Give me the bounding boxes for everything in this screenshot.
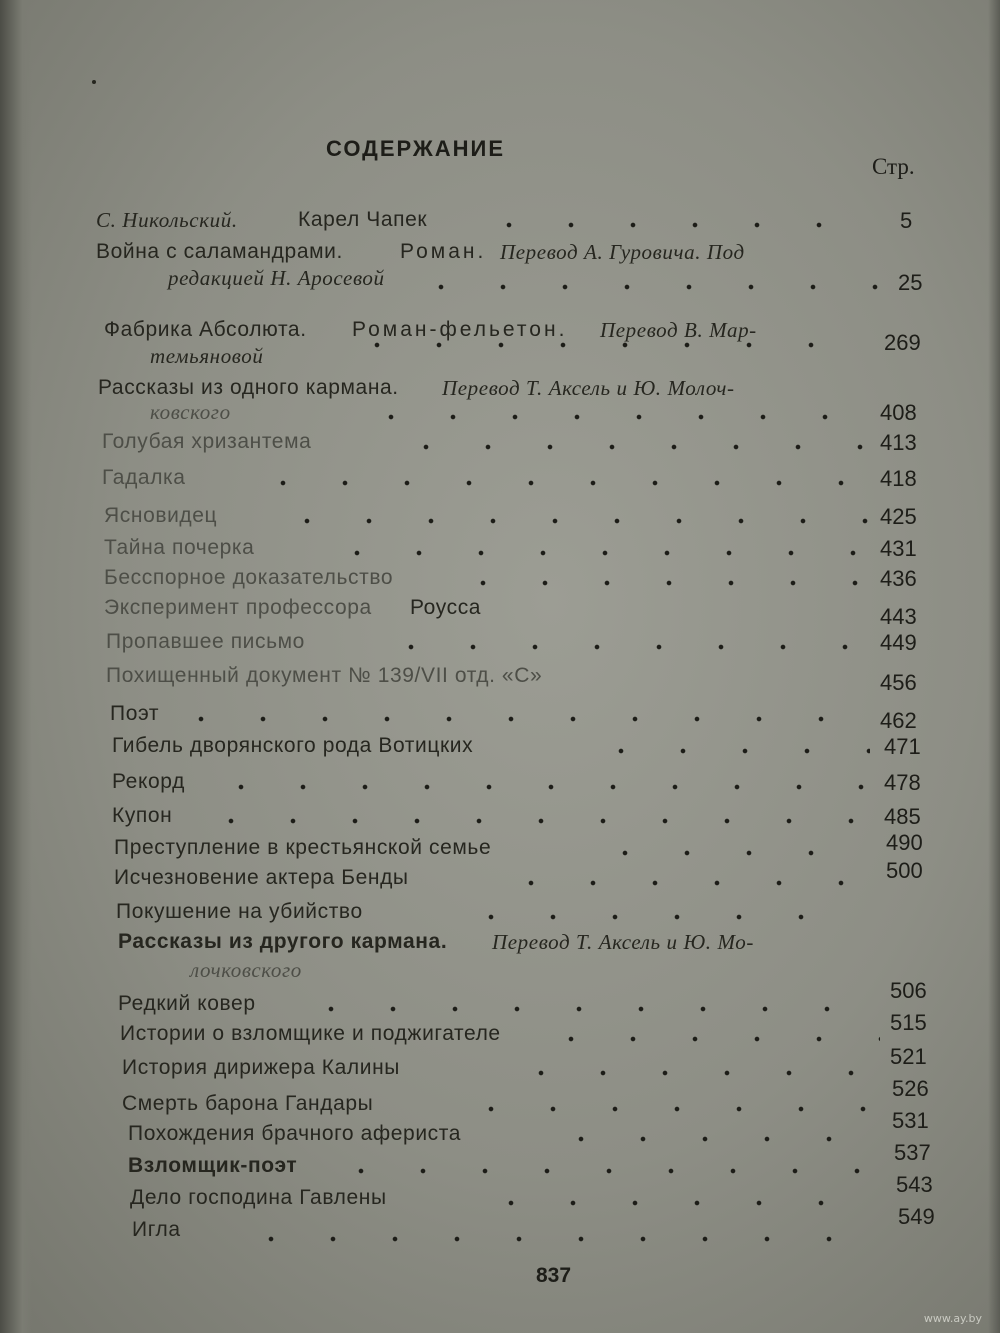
entry-page: 531 [892,1108,929,1133]
leader-dots [478,222,858,228]
entry-page: 436 [880,566,917,591]
leader-dots [395,444,865,450]
toc-entry [0,536,1000,570]
entry-page: 543 [896,1172,933,1197]
leader-dots [326,550,876,556]
leader-dots [210,784,870,790]
leader-dots [200,818,870,824]
entry-translator: Перевод В. Мар- [600,318,757,342]
entry-title: Истории о взломщике и поджигателе [120,1022,501,1045]
entry-translator: редакцией Н. Аросевой [168,266,385,290]
toc-entry [0,596,1000,630]
contents-title: СОДЕРЖАНИЕ [326,136,506,161]
entry-page: 431 [880,536,917,561]
entry-title: Похищенный документ № 139/VII отд. «С» [106,664,543,687]
entry-translator: Перевод Т. Аксель и Ю. Молоч- [442,376,735,400]
entry-translator: лочковского [190,958,302,982]
watermark: www.ay.by [923,1312,982,1325]
entry-title: Преступление в крестьянской семье [114,836,492,859]
entry-title: Покушение на убийство [116,900,363,923]
toc-entry [0,400,1000,434]
entry-title: Дело господина Гавлены [130,1186,387,1209]
leader-dots [240,1236,880,1242]
leader-dots [590,748,870,754]
leader-dots [252,480,872,486]
toc-entry [0,208,1000,242]
toc-entry [0,978,1000,1026]
entry-title: История дирижера Калины [122,1056,400,1079]
entry-title: Фабрика Абсолюта. [104,318,307,341]
leader-dots [170,716,870,722]
entry-title: Игла [132,1218,181,1241]
leader-dots [500,880,860,886]
entry-title: Пропавшее письмо [106,630,305,653]
entry-title: Рассказы из другого кармана. [118,930,448,953]
entry-translator: Перевод Т. Аксель и Ю. Мо- [492,930,754,954]
entry-title: Поэт [110,702,160,725]
toc-entry [0,566,1000,600]
entry-page: 456 [880,670,917,695]
entry-title: Война с саламандрами. [96,240,343,263]
entry-title: Взломщик-поэт [128,1154,298,1177]
toc-entry [0,1076,1000,1126]
toc-entry [0,504,1000,538]
entry-title-part: Роусса [410,596,482,619]
entry-page: 515 [890,1010,927,1035]
entry-title: Редкий ковер [118,992,256,1015]
entry-title: Рекорд [112,770,185,793]
leader-dots [480,1200,880,1206]
leader-dots [276,518,876,524]
entry-title: Рассказы из одного кармана. [98,376,399,399]
entry-page: 5 [900,208,913,233]
toc-entry [0,1172,1000,1220]
entry-page: 471 [884,734,921,759]
entry-page: 549 [898,1204,935,1229]
leader-dots [540,1036,880,1042]
entry-translator: ковского [150,400,231,424]
entry-page: 526 [892,1076,929,1101]
leader-dots [346,342,846,348]
entry-title: Тайна почерка [104,536,255,559]
entry-title: Бесспорное доказательство [104,566,394,589]
leader-dots [510,1070,880,1076]
entry-page: 425 [880,504,917,529]
toc-entry [0,1204,1000,1252]
entry-page: 537 [894,1140,931,1165]
entry-page: 500 [886,858,923,883]
leader-dots [300,1006,870,1012]
entry-page: 462 [880,708,917,733]
toc-entry [0,630,1000,664]
entry-page: 485 [884,804,921,829]
toc-entry [0,664,1000,698]
leader-dots [452,580,872,586]
toc-entry [0,466,1000,500]
entry-title: Карел Чапек [298,208,428,231]
toc-entry [0,1044,1000,1090]
entry-title: Купон [112,804,173,827]
entry-page: 413 [880,430,917,455]
toc-entry [0,430,1000,464]
entry-page: 408 [880,400,917,425]
toc-entry [0,958,1000,992]
entry-title: Смерть барона Гандары [122,1092,374,1115]
toc-entry [0,266,1000,300]
leader-dots [380,644,870,650]
toc-entry [0,734,1000,768]
entry-author: С. Никольский. [96,208,238,232]
page-number: 837 [536,1264,572,1287]
entry-page: 490 [886,830,923,855]
entry-page: 269 [884,330,921,355]
toc-entry [0,858,1000,900]
entry-page: 25 [898,270,923,295]
toc-entry [0,1010,1000,1056]
entry-title: Гадалка [102,466,186,489]
entry-page: 443 [880,604,917,629]
entry-translator: темьяновой [150,344,264,368]
print-speck [92,80,96,84]
leader-dots [550,1136,880,1142]
leader-dots [410,284,880,290]
entry-title: Гибель дворянского рода Вотицких [112,734,474,757]
toc-entry [0,830,1000,870]
entry-page: 478 [884,770,921,795]
entry-title: Эксперимент профессора [104,596,372,619]
leader-dots [460,914,860,920]
toc-entry [0,804,1000,838]
entry-page: 521 [890,1044,927,1069]
toc-entry [0,702,1000,736]
entry-title: Голубая хризантема [102,430,312,453]
entry-title: Похождения брачного афериста [128,1122,462,1145]
entry-translator: Перевод А. Гуровича. Под [500,240,745,264]
leader-dots [460,1106,880,1112]
entry-title: Ясновидец [104,504,218,527]
leader-dots [360,414,860,420]
leader-dots [594,850,864,856]
entry-title: Исчезновение актера Бенды [114,866,409,889]
toc-entry [0,1140,1000,1188]
toc-entry [0,1108,1000,1156]
entry-genre: Роман-фельетон. [352,318,568,341]
entry-page: 506 [890,978,927,1003]
page-column-label: Стр. [872,154,915,179]
toc-entry [0,900,1000,934]
entry-page: 449 [880,630,917,655]
entry-genre: Роман. [400,240,487,263]
entry-page: 418 [880,466,917,491]
leader-dots [330,1168,880,1174]
toc-entry [0,770,1000,804]
